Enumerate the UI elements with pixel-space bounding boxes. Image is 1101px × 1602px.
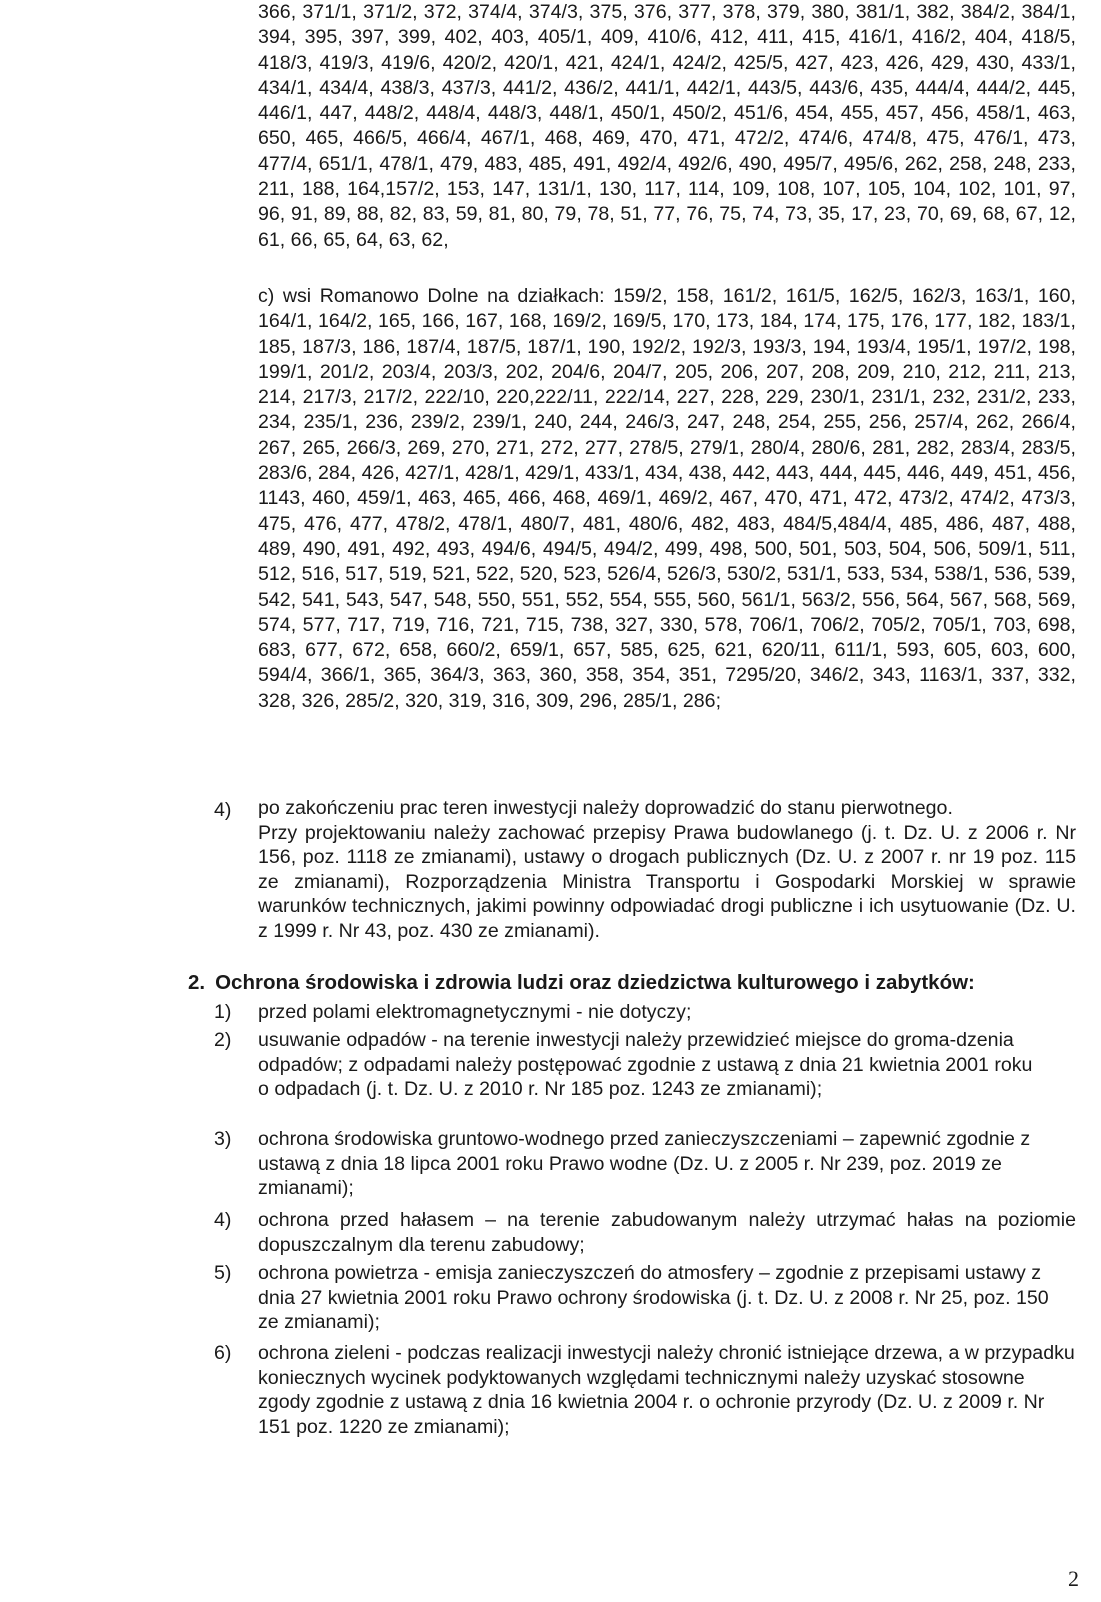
parcels-list-text: 366, 371/1, 371/2, 372, 374/4, 374/3, 375, 376, 377, 378, 379, 380, 381/1, 382, 384/2, 384/1, 394, 395, 397, 399, 402, 403, 405/1, 409, 410/6, 412, 411, 415, 416/1, 416/2, 404, 418/5, 418/3, 419/3, 419/6, 420/2, 420/1, 421, 424/1, 424/2, 425/5, 427, 423, 426, 429, 430, 433/1, 434/1, 434/4, 438/3, 437/3, 441/2, 436/2, 441/1, 442/1, 443/5, 443/6, 435, 444/4, 444/2, 445, 446/1, 447, 448/2, 448/4, 448/3, 448/1, 450/1, 450/2, 451/6, 454, 455, 457, 456, 458/1, 463, 650, 465, 466/5, 466/4, 467/1, 468, 469, 470, 471, 472/2, 474/6, 474/8, 475, 476/1, 473, 477/4, 651/1, 478/1, 479, 483, 485, 491, 492/4, 492/6, 490, 495/7, 495/6, 262, 258, 248, 233, 211, 188, 164,157/2, 153, 147, 131/1, 130, 117, 114, 109, 108, 107, 105, 104, 102, 101, 97, 96, 91, 89, 88, 82, 83, 59, 81, 80, 79, 78, 51, 77, 76, 75, 74, 73, 35, 17, 23, 70, 69, 68, 67, 12, 61, 66, 65, 64, 63, 62, — [258, 1, 1076, 251]
section-2-heading — [188, 970, 1088, 996]
section-2-number: 2. — [188, 971, 206, 994]
item-number: 4) — [214, 1209, 232, 1231]
item-4-body — [258, 796, 1076, 944]
village-c-parcels — [258, 284, 1076, 714]
section-2-title: Ochrona środowiska i zdrowia ludzi oraz dziedzictwa kulturowego i zabytków: — [215, 971, 975, 994]
item-text: usuwanie odpadów - na terenie inwestycji należy przewidzieć miejsce do groma-dzenia odpadów; z odpadami należy postępować zgodnie z ustawą z dnia 21 kwietnia 2001 roku o odpadach (j. t. Dz. U. z 2010 r. Nr 185 poz. 1243 ze zmianami); — [258, 1029, 1033, 1101]
item-number: 6) — [214, 1342, 232, 1364]
item-text: ochrona środowiska gruntowo-wodnego przed zanieczyszczeniami – zapewnić zgodnie z ustawą z dnia 18 lipca 2001 roku Prawo wodne (Dz. U. z 2005 r. Nr 239, poz. 2019 ze zmianami); — [258, 1128, 1031, 1200]
item-4-number: 4) — [214, 799, 232, 821]
village-c-text: c) wsi Romanowo Dolne na działkach: 159/2, 158, 161/2, 161/5, 162/5, 162/3, 163/1, 160, 164/1, 164/2, 165, 166, 167, 168, 169/2, 169/5, 170, 173, 184, 174, 175, 176, 177, 182, 183/1, 185, 187/3, 186, 187/4, 187/5, 187/1, 190, 192/2, 192/3, 193/3, 194, 193/4, 195/1, 197/2, 198, 199/1, 201/2, 203/4, 203/3, 202, 204/6, 204/7, 205, 206, 207, 208, 209, 210, 212, 211, 213, 214, 217/3, 217/2, 222/10, 220,222/11, 222/14, 227, 228, 229, 230/1, 231/1, 232, 231/2, 233, 234, 235/1, 236, 239/2, 239/1, 240, 244, 246/3, 247, 248, 254, 255, 256, 257/4, 262, 266/4, 267, 265, 266/3, 269, 270, 271, 272, 277, 278/5, 279/1, 280/4, 280/6, 281, 282, 283/4, 283/5, 283/6, 284, 426, 427/1, 428/1, 429/1, 433/1, 434, 438, 442, 443, 444, 445, 446, 449, 451, 456, 1143, 460, 459/1, 463, 465, 466, 468, 469/1, 469/2, 467, 470, 471, 472, 473/2, 474/2, 473/3, 475, 476, 477, 478/2, 478/1, 480/7, 481, 480/6, 482, 483, 484/5,484/4, 485, 486, 487, 488, 489, 490, 491, 492, 493, 494/6, 494/5, 494/2, 499, 498, 500, 501, 503, 504, 506, 509/1, 511, 512, 516, 517, 519, 521, 522, 520, 523, 526/4, 526/3, 530/2, 531/1, 533, 534, 538/1, 536, 539, 542, 541, 543, 547, 548, 550, 551, 552, 554, 555, 560, 561/1, 563/2, 556, 564, 567, 568, 569, 574, 577, 717, 719, 716, 721, 715, 738, 327, 330, 578, 706/1, 706/2, 705/2, 705/1, 703, 698, 683, 677, 672, 658, 660/2, 659/1, 657, 585, 625, 621, 620/11, 611/1, 593, 605, 603, 600, 594/4, 366/1, 365, 364/3, 363, 360, 358, 354, 351, 7295/20, 346/2, 343, 1163/1, 337, 332, 328, 326, 285/2, 320, 319, 316, 309, 296, 285/1, 286; — [258, 285, 1076, 712]
item-number: 1) — [214, 1001, 232, 1023]
item-number: 5) — [214, 1262, 232, 1284]
page-number: 2 — [1068, 1566, 1079, 1591]
item-4-line1: po zakończeniu prac teren inwestycji należy doprowadzić do stanu pierwotnego. — [258, 797, 953, 819]
item-text: ochrona powietrza - emisja zanieczyszczeń do atmosfery – zgodnie z przepisami ustawy z dnia 27 kwietnia 2001 roku Prawo ochrony środowiska (j. t. Dz. U. z 2008 r. Nr 25, poz. 150 ze zmianami); — [258, 1262, 1049, 1334]
item-4-text: Przy projektowaniu należy zachować przepisy Prawa budowlanego (j. t. Dz. U. z 2006 r. Nr 156, poz. 1118 ze zmianami), ustawy o drogach publicznych (Dz. U. z 2007 r. nr 19 poz. 115 ze zmianami), Rozporządzenia Ministra Transportu i Gospodarki Morskiej w sprawie warunków technicznych, jakimi powinny odpowiadać drogi publiczne i ich usytuowanie (Dz. U. z 1999 r. Nr 43, poz. 430 ze zmianami). — [258, 821, 1076, 942]
item-number: 2) — [214, 1029, 232, 1051]
item-number: 3) — [214, 1128, 232, 1150]
item-text: ochrona zieleni - podczas realizacji inwestycji należy chronić istniejące drzewa, a w przypadku koniecznych wycinek podyktowanych względami technicznymi należy uzyskać stosowne zgody zgodnie z ustawą z dnia 16 kwietnia 2004 r. o ochronie przyrody (Dz. U. z 2009 r. Nr 151 poz. 1220 ze zmianami); — [258, 1342, 1075, 1438]
item-text: przed polami elektromagnetycznymi - nie dotyczy; — [258, 1001, 692, 1023]
item-text: ochrona przed hałasem – na terenie zabudowanym należy utrzymać hałas na poziomie dopuszczalnym dla terenu zabudowy; — [258, 1209, 1076, 1256]
parcels-list-continued — [258, 0, 1076, 253]
